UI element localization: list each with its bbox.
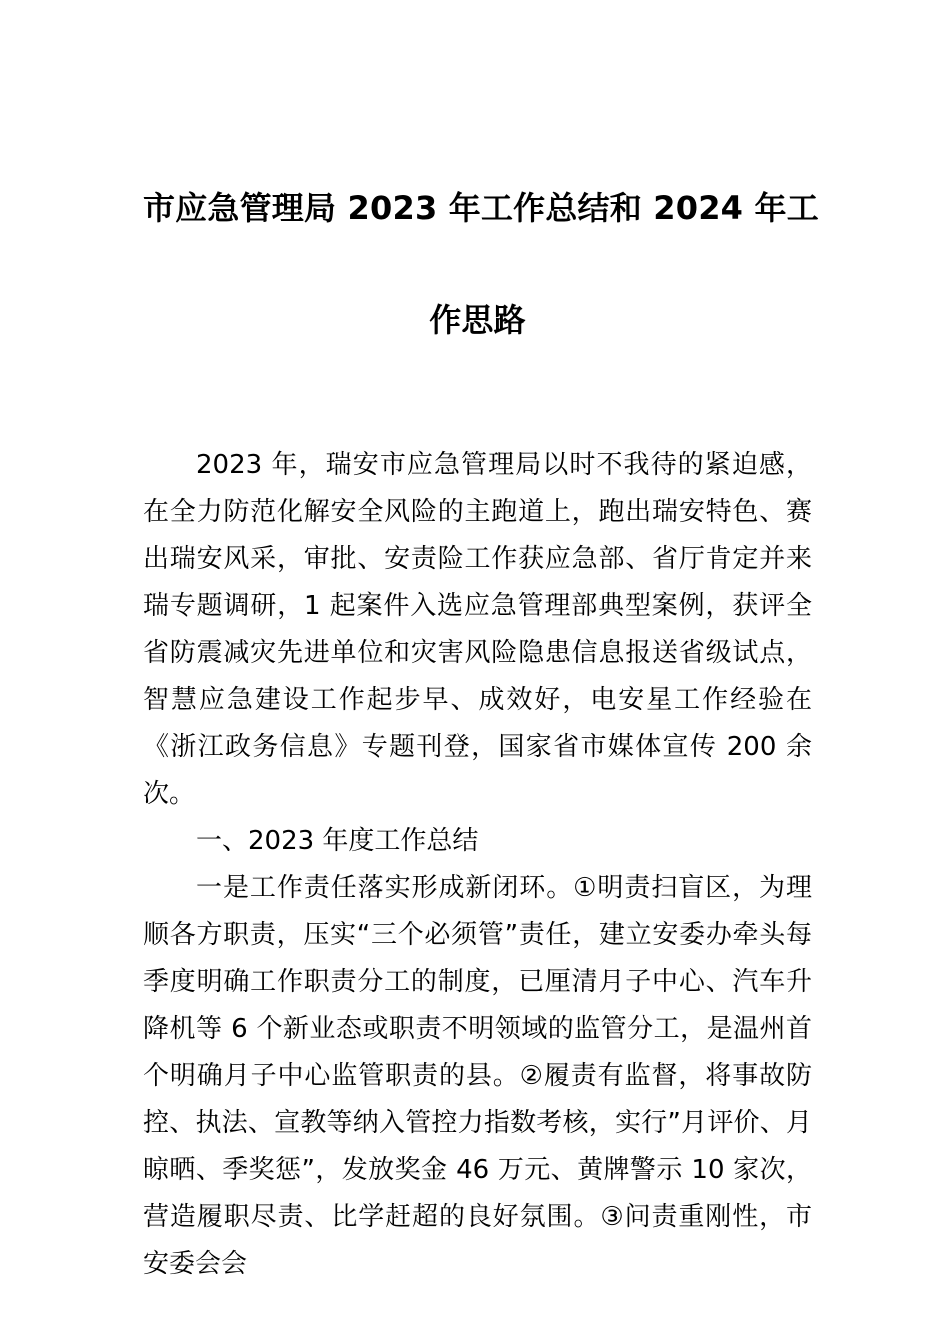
page-title — [143, 0, 819, 376]
page-title-line-1: 市应急管理局 2023 年工作总结和 2024 年工 — [143, 189, 819, 227]
page-title-line-2: 作思路 — [429, 301, 526, 339]
document-content-column — [143, 0, 819, 1288]
paragraph-section-1-item-1: 一是工作责任落实形成新闭环。①明责扫盲区，为理顺各方职责，压实“三个必须管”责任，建立安委办牵头每季度明确工作职责分工的制度，已厘清月子中心、汽车升降机等 6 个新业态或职责不明领域的监管分工，是温州首个明确月子中心监管职责的县。②履责有监督，将事故防控、执法、宣教等纳入管控力指数考核，实行”月评价、月晾晒、季奖惩”，发放奖金 46 万元、黄牌警示 10 家次，营造履职尽责、比学赶超的良好氛围。③问责重刚性，市安委会会 — [143, 873, 812, 1279]
document-body — [143, 442, 812, 1288]
section-heading-2023-summary: 一、2023 年度工作总结 — [196, 826, 479, 856]
paragraph-intro: 2023 年，瑞安市应急管理局以时不我待的紧迫感，在全力防范化解安全风险的主跑道上，跑出瑞安特色、赛出瑞安风采，审批、安责险工作获应急部、省厅肯定并来瑞专题调研，1 起案件入选应急管理部典型案例，获评全省防震减灾先进单位和灾害风险隐患信息报送省级试点，智慧应急建设工作起步早、成效好，电安星工作经验在《浙江政务信息》专题刊登，国家省市媒体宣传 200 余次。 — [143, 450, 812, 809]
